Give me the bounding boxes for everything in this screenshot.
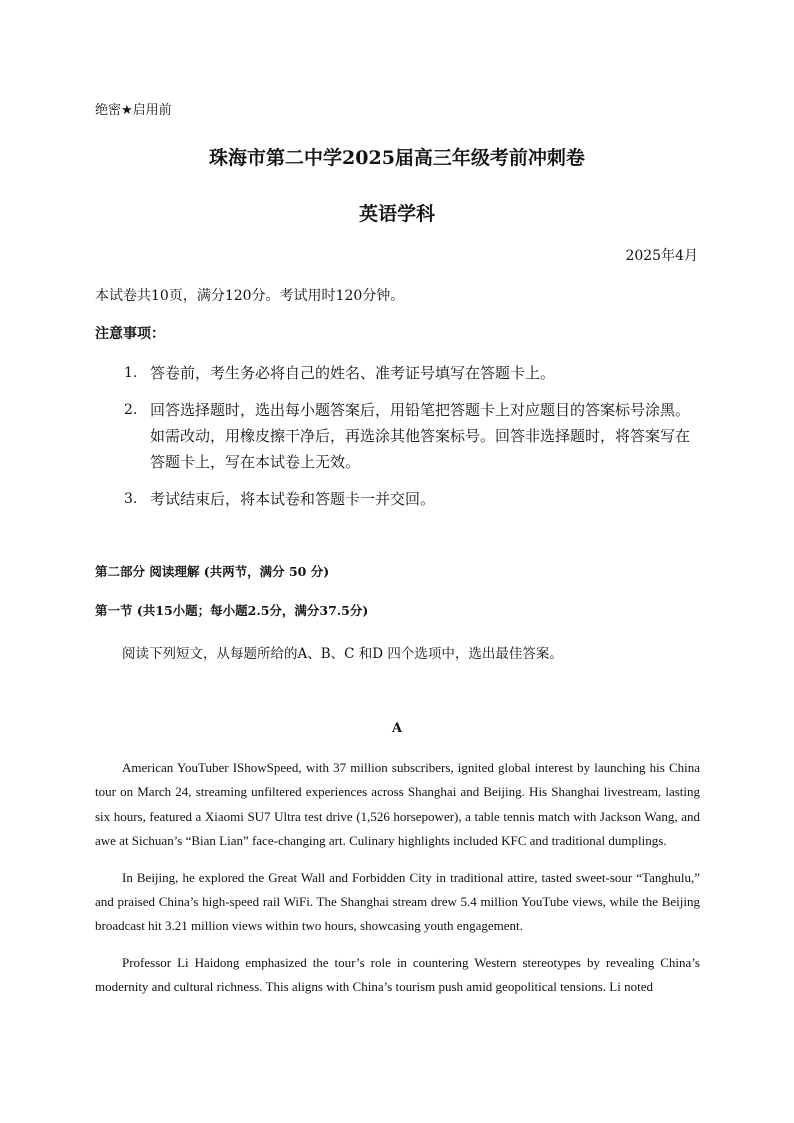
passage-paragraph: American YouTuber IShowSpeed, with 37 million subscribers, ignited global interest by launching his China tour on March 24, streaming unfiltered experiences across Shanghai and Beijing. His Shanghai livestream, lasting six hours, featured a Xiaomi SU7 Ultra test drive (1,526 horsepower), a table tennis match with Jackson Wang, and awe at Sichuan’s “Bian Lian” face-changing art. Culinary highlights included KFC and traditional dumplings.	[95, 760, 700, 849]
notice-item	[124, 486, 700, 512]
section-instruction: 阅读下列短文，从每题所给的A、B、C 和D 四个选项中，选出最佳答案。	[122, 646, 563, 662]
notice-item	[124, 397, 700, 475]
passage-paragraph: Professor Li Haidong emphasized the tour’s role in countering Western stereotypes by revealing China’s modernity and cultural richness. This aligns with China’s tourism push amid geopolitical tensions. Li noted	[95, 954, 700, 995]
passage-label: A	[391, 721, 403, 736]
notice-item-number: 2.	[124, 402, 138, 418]
notice-item-number: 1.	[124, 365, 138, 381]
notice-item	[124, 360, 700, 386]
notice-list	[124, 360, 700, 523]
exam-intro: 本试卷共10页，满分120分。考试用时120分钟。	[95, 288, 405, 304]
exam-subject: 英语学科	[358, 203, 435, 225]
notice-title: 注意事项：	[95, 326, 165, 342]
exam-title: 珠海市第二中学2025届高三年级考前冲刺卷	[209, 147, 585, 169]
notice-item-text: 回答选择题时，选出每小题答案后，用铅笔把答题卡上对应题目的答案标号涂黑。如需改动，用橡皮擦干净后，再选涂其他答案标号。回答非选择题时，将答案写在答题卡上，写在本试卷上无效。	[150, 401, 691, 471]
exam-date: 2025年4月	[625, 248, 698, 264]
notice-item-number: 3.	[124, 491, 138, 507]
section-heading: 第一节 (共15小题；每小题2.5分，满分37.5分)	[95, 603, 369, 618]
confidential-mark: 绝密★启用前	[95, 103, 172, 118]
notice-item-text: 答卷前，考生务必将自己的姓名、准考证号填写在答题卡上。	[150, 364, 556, 382]
passage-body	[95, 756, 700, 1012]
notice-item-text: 考试结束后，将本试卷和答题卡一并交回。	[150, 490, 436, 508]
part-heading: 第二部分 阅读理解 (共两节，满分 50 分)	[95, 564, 330, 579]
passage-paragraph: In Beijing, he explored the Great Wall and Forbidden City in traditional attire, tasted sweet-sour “Tanghulu,” and praised China’s high-speed rail WiFi. The Shanghai stream drew 5.4 million YouTube views, while the Beijing broadcast hit 3.21 million views within two hours, showcasing youth engagement.	[95, 869, 700, 934]
